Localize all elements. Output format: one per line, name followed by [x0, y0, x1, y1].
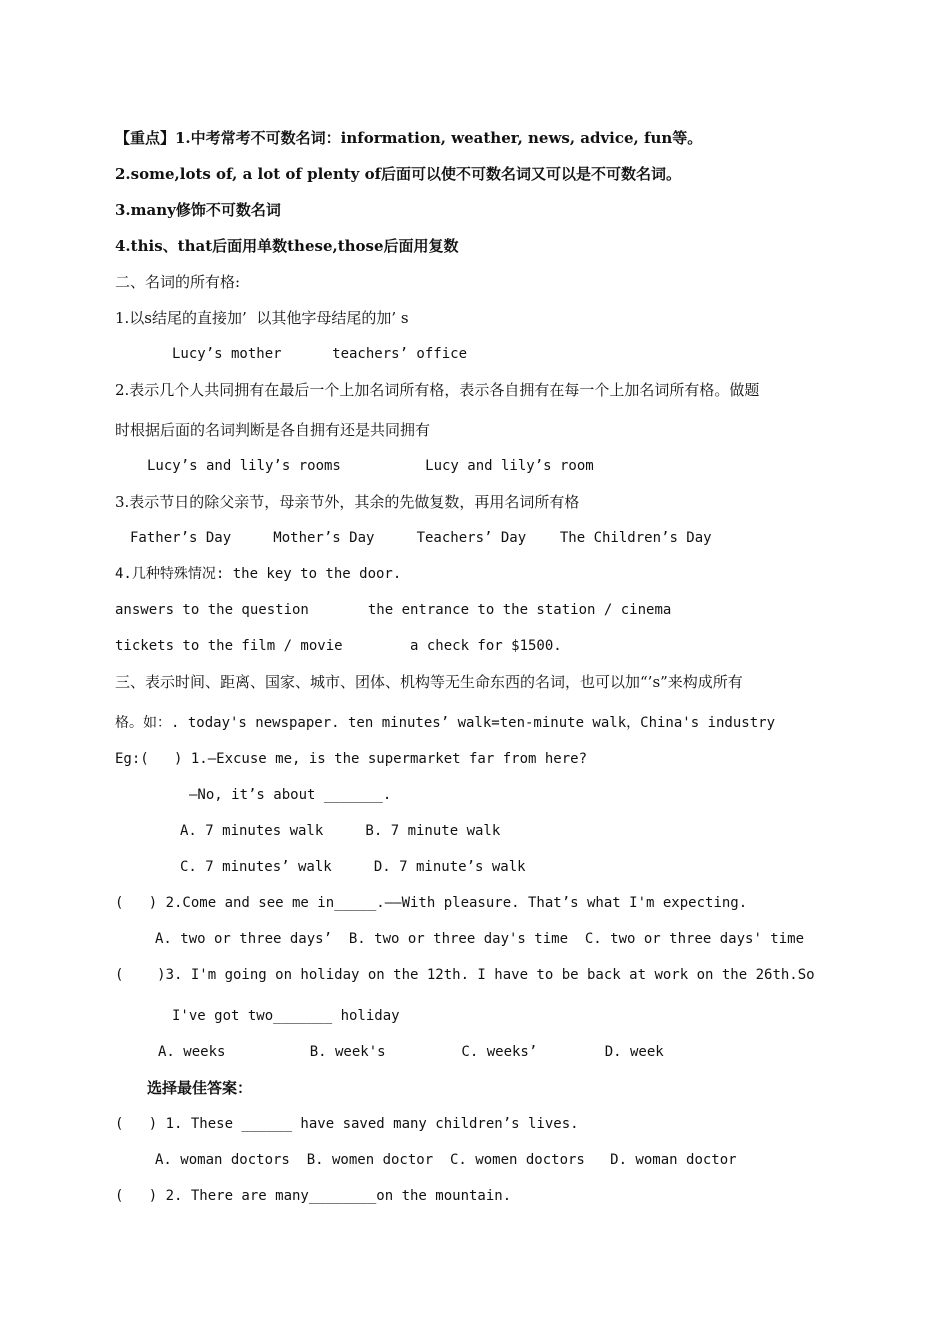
eg-question-3: ( )3. I'm going on holiday on the 12th. I have to be back at work on the 26th.So: [115, 967, 815, 983]
possessive-rule-2: 2.表示几个人共同拥有在最后一个上加名词所有格，表示各自拥有在每一个上加名词所有格。做题: [115, 381, 760, 399]
eg-question-3-options: A. weeks B. week's C. weeks’ D. week: [158, 1044, 664, 1060]
key-point-1: 【重点】1.中考常考不可数名词：information, weather, news, advice, fun等。: [115, 129, 703, 147]
key-point-3: 3.many修饰不可数名词: [115, 201, 281, 219]
practice-question-2: ( ) 2. There are many________on the mountain.: [115, 1188, 512, 1204]
eg-question-3-cont: I've got two_______ holiday: [172, 1008, 400, 1024]
eg-question-1-answer-line: —No, it’s about _______.: [189, 787, 392, 803]
eg-question-1-options-ab: A. 7 minutes walk B. 7 minute walk: [180, 823, 501, 839]
possessive-example-2: Lucy’s and lily’s rooms Lucy and lily’s room: [147, 458, 594, 474]
eg-question-1-options-cd: C. 7 minutes’ walk D. 7 minute’s walk: [180, 859, 526, 875]
possessive-rule-2-cont: 时根据后面的名词判断是各自拥有还是共同拥有: [115, 421, 431, 439]
practice-question-1: ( ) 1. These ______ have saved many children’s lives.: [115, 1116, 579, 1132]
eg-question-1: Eg:( ) 1.—Excuse me, is the supermarket far from here?: [115, 751, 588, 767]
possessive-example-1: Lucy’s mother teachers’ office: [172, 346, 468, 362]
section-three-heading: 三、表示时间、距离、国家、城市、团体、机构等无生命东西的名词，也可以加“’s”来构成所有: [115, 673, 743, 691]
special-example-2: tickets to the film / movie a check for $1500.: [115, 638, 562, 654]
practice-question-1-options: A. woman doctors B. women doctor C. women doctors D. woman doctor: [155, 1152, 737, 1168]
section-two-heading: 二、名词的所有格:: [115, 273, 241, 291]
eg-question-2-options: A. two or three days’ B. two or three day's time C. two or three days' time: [155, 931, 805, 947]
section-three-example: 格。如：. today's newspaper. ten minutes’ walk=ten-minute walk，China's industry: [115, 715, 776, 731]
special-cases: 4.几种特殊情况: the key to the door.: [115, 566, 402, 582]
key-point-2: 2.some,lots of, a lot of plenty of后面可以使不可数名词又可以是不可数名词。: [115, 165, 682, 183]
key-point-4: 4.this、that后面用单数these,those后面用复数: [115, 237, 459, 255]
possessive-rule-1: 1.以s结尾的直接加’ 以其他字母结尾的加’ s: [115, 309, 409, 327]
choose-best-answer-heading: 选择最佳答案：: [147, 1079, 253, 1097]
special-example-1: answers to the question the entrance to the station / cinema: [115, 602, 672, 618]
possessive-rule-3: 3.表示节日的除父亲节，母亲节外，其余的先做复数，再用名词所有格: [115, 493, 580, 511]
holiday-examples: Father’s Day Mother’s Day Teachers’ Day The Children’s Day: [130, 530, 712, 546]
eg-question-2: ( ) 2.Come and see me in_____.——With pleasure. That’s what I'm expecting.: [115, 895, 748, 911]
